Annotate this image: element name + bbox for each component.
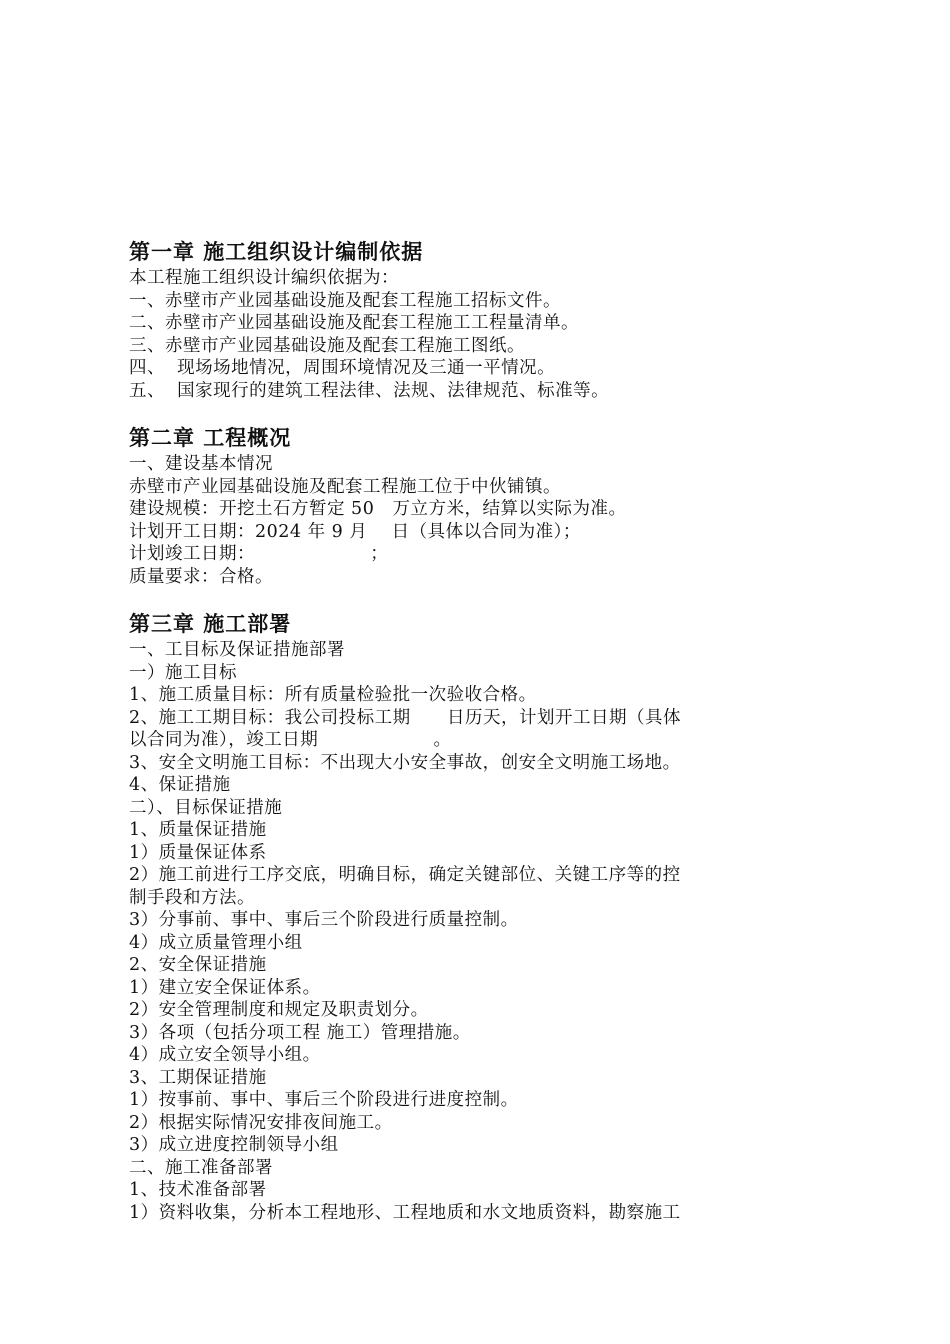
paragraph-line: 五、 国家现行的建筑工程法律、法规、法律规范、标准等。 — [129, 380, 610, 401]
paragraph-line: 2）安全管理制度和规定及职责划分。 — [129, 1000, 429, 1020]
chapter-1-heading: 第一章 施工组织设计编制依据 — [129, 240, 424, 264]
chapter-1 — [129, 237, 819, 402]
paragraph-line: 1）资料收集，分析本工程地形、工程地质和水文地质资料，勘察施工 — [129, 1202, 681, 1223]
paragraph-line: 4、保证措施 — [129, 775, 231, 795]
paragraph-line: 2、安全保证措施 — [129, 955, 267, 975]
paragraph-line: 1、施工质量目标：所有质量检验批一次验收合格。 — [129, 685, 537, 705]
paragraph-line: 一、工目标及保证措施部署 — [129, 640, 345, 660]
document-page — [129, 237, 819, 1224]
paragraph-line: 3）分事前、事中、事后三个阶段进行质量控制。 — [129, 910, 519, 930]
section-spacer — [129, 588, 819, 609]
paragraph-line: 2）根据实际情况安排夜间施工。 — [129, 1112, 393, 1133]
paragraph-line: 计划开工日期：2024 年 9 月 日（具体以合同为准）； — [129, 521, 581, 542]
paragraph-line: 1）质量保证体系 — [129, 842, 267, 863]
paragraph-line: 一、建设基本情况 — [129, 454, 273, 474]
paragraph-line: 1、质量保证措施 — [129, 820, 267, 840]
paragraph-line: 建设规模：开挖土石方暂定 50 万立方米，结算以实际为准。 — [129, 499, 627, 519]
paragraph-line: 三、赤壁市产业园基础设施及配套工程施工图纸。 — [129, 335, 525, 356]
paragraph-line: 2、施工工期目标：我公司投标工期 日历天，计划开工日期（具体 — [129, 707, 682, 728]
paragraph-line: 1、技术准备部署 — [129, 1180, 267, 1200]
paragraph-line: 3、安全文明施工目标：不出现大小安全事故，创安全文明施工场地。 — [129, 752, 681, 773]
paragraph-line: 二、施工准备部署 — [129, 1157, 273, 1178]
chapter-3 — [129, 609, 819, 1224]
paragraph-line: 质量要求：合格。 — [129, 566, 273, 587]
paragraph-line: 1）按事前、事中、事后三个阶段进行进度控制。 — [129, 1090, 519, 1110]
paragraph-line: 四、 现场场地情况，周围环境情况及三通一平情况。 — [129, 358, 556, 378]
chapter-2 — [129, 423, 819, 588]
paragraph-line: 一、赤壁市产业园基础设施及配套工程施工招标文件。 — [129, 290, 561, 311]
paragraph-line: 计划竣工日期： ； — [129, 544, 389, 564]
paragraph-line: 1）建立安全保证体系。 — [129, 977, 321, 998]
paragraph-line: 以合同为准），竣工日期 。 — [129, 730, 452, 750]
chapter-3-heading: 第三章 施工部署 — [129, 612, 292, 636]
paragraph-line: 赤壁市产业园基础设施及配套工程施工位于中伙铺镇。 — [129, 476, 561, 497]
paragraph-line: 制手段和方法。 — [129, 887, 255, 908]
chapter-2-heading: 第二章 工程概况 — [129, 426, 292, 450]
paragraph-line: 3）成立进度控制领导小组 — [129, 1135, 339, 1155]
paragraph-line: 4）成立安全领导小组。 — [129, 1045, 321, 1065]
section-spacer — [129, 402, 819, 423]
paragraph-line: 3）各项（包括分项工程 施工）管理措施。 — [129, 1022, 471, 1043]
paragraph-line: 一）施工目标 — [129, 662, 237, 683]
paragraph-line: 3、工期保证措施 — [129, 1067, 267, 1088]
paragraph-line: 本工程施工组织设计编织依据为： — [129, 268, 399, 288]
paragraph-line: 2）施工前进行工序交底，明确目标，确定关键部位、关键工序等的控 — [129, 865, 681, 885]
paragraph-line: 二）、目标保证措施 — [129, 797, 283, 818]
paragraph-line: 二、赤壁市产业园基础设施及配套工程施工工程量清单。 — [129, 313, 579, 333]
paragraph-line: 4）成立质量管理小组 — [129, 932, 303, 953]
